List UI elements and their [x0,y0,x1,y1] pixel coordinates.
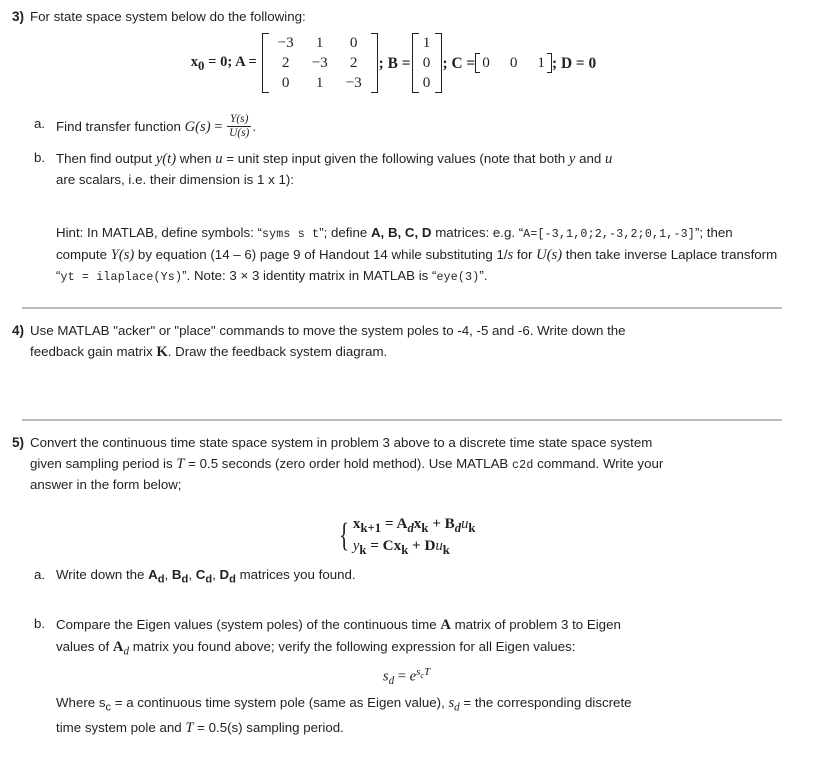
equations-stack [353,514,476,559]
u-symbol-2: u [604,150,613,167]
item-b-text-4: matrix you found above; verify the following expression for all Eigen values: [129,638,576,654]
separator-B: ; B = [378,54,411,72]
x-subscript: k+1 [360,520,382,535]
discrete-system-equations [30,514,781,559]
item-a-text: Find transfer function [56,119,185,135]
Cd-matrix: $C_d$ [195,567,213,586]
item-b-letter: b. [34,149,46,165]
brace-wrapper [336,514,476,559]
sd-symbol-2: s [448,695,455,712]
output-equation [352,536,450,557]
plus: + [408,536,425,554]
separator-C: ; C = [442,54,476,72]
Bd-symbol: B [444,514,455,532]
Dd-matrix: $D_d$ [219,567,236,586]
y-symbol: y [155,150,163,167]
item-b-text-5: Where [56,695,99,711]
T-symbol: T [185,719,194,736]
matrix-A [262,33,378,93]
state-space-equation [6,33,781,93]
matlab-code-c2d: c2d [512,459,534,473]
A-symbol: A [440,616,451,633]
matrix-A-cells: −3 1 0 2 −3 2 0 1 −3 [277,34,362,92]
hint-text-9: ”. [479,268,488,284]
problem-5-text-3: command. Write your [533,456,664,472]
problem-5 [0,433,825,739]
matlab-code-A-matrix: A=[-3,1,0;2,-3,2;0,1,-3] [523,228,695,242]
Ad-symbol: A [112,638,124,655]
C-symbol: C [382,536,394,554]
problem-5-number: 5) [12,435,25,451]
s-symbol: s [507,246,514,263]
top-spacer [0,0,825,7]
item-b-line-2 [56,636,781,660]
hint-text-2: ”; define [319,225,371,241]
problem-5-line-2 [30,453,781,475]
sd-subscript: d [388,675,395,688]
item-a-body: Write down the $A_d$, $B_d$, $C_d$, $D_d$ matrices you found. [56,567,356,586]
state-equation [352,514,476,535]
spacer [0,421,825,433]
fraction-numerator: Y(s) [230,113,249,126]
spacer [30,190,781,216]
item-a-letter: a. [34,116,46,132]
item-b-text-9: = 0.5(s) sampling period. [193,719,344,735]
problem-5-item-a [30,565,781,588]
G-symbol: G [184,119,196,136]
Ad-matrix: $A_d$ [148,567,165,586]
problem-4-line-1: Use MATLAB "acker" or "place" commands to move the system poles to -4, -5 and -6. Write down the [30,322,626,338]
matlab-code-ilaplace: yt = ilaplace(Ys) [60,271,183,285]
matlab-code-syms: syms s t [261,228,320,242]
sd-subscript-2: d [454,701,460,714]
Bd-matrix: $B_d$ [171,567,189,586]
eigenvalue-formula [32,664,781,690]
bracket-left [262,33,269,93]
Ad-symbol: A [396,514,408,532]
item-b-text-4: and [575,150,605,166]
Ad-subscript: d [407,520,414,535]
u-symbol: u [435,537,443,554]
bracket-right [371,33,378,93]
problem-5-body [30,433,825,739]
y-symbol: y [352,537,360,554]
item-b-text-1: Then find output [56,150,156,166]
problem-3 [0,7,825,287]
item-a-letter: a. [34,567,46,583]
matrix-C-cells: 0 0 1 [482,54,545,72]
hint-body [56,223,781,286]
spacer [30,589,781,607]
problem-3-prompt: For state space system below do the following: [30,9,306,24]
G-argument: (s) [195,119,211,136]
matrix-C [475,53,552,73]
equals: = [381,514,397,532]
item-b-text-6: = a continuous time system pole (same as Eigen value), [111,695,449,711]
equals-sign: = [210,119,227,136]
t-argument: (t) [162,150,177,167]
K-symbol: K [156,343,168,360]
problem-5-line-1: Convert the continuous time state space system in problem 3 above to a discrete time state space system [30,435,653,451]
spacer [0,287,825,307]
Bd-subscript: d [454,520,462,535]
problem-4-text-1: feedback gain matrix [30,343,157,359]
item-b-text-8: time system pole and [56,719,186,735]
problem-4 [0,321,825,363]
matrix-B-cells: 1 0 0 [422,34,431,92]
equals: = [366,536,383,554]
item-b-text-3: = unit step input given the following values (note that both [222,150,569,166]
problem-3-item-a [30,114,781,141]
item-b-text-1: Compare the Eigen values (system poles) of the continuous time [56,616,441,632]
problem-4-text-2: . Draw the feedback system diagram. [167,343,388,359]
x-symbol: x [393,536,402,554]
equals: = [394,668,410,685]
spacer [30,93,781,107]
hint-text-1: Hint: In MATLAB, define symbols: “ [56,225,262,241]
sd-symbol: s [382,668,389,685]
problem-5-text-2: = 0.5 seconds (zero order hold method). Use MATLAB [184,456,512,472]
item-b-letter: b. [34,615,46,631]
D-symbol: D [424,536,436,554]
item-b-line-3 [56,692,781,716]
plus: + [428,514,445,532]
separator-D: ; D = 0 [552,54,597,72]
e-symbol: e [409,668,417,685]
item-b-line-1 [56,614,781,636]
problem-4-line-2 [30,341,781,363]
hint-text-3: matrices: e.g. “ [431,225,524,241]
x0-label: $x_0 = 0$; A = [190,54,257,74]
y-subscript: k [359,542,367,557]
u-symbol: u [461,515,469,532]
Y-argument: (s) [118,246,135,263]
T-symbol: T [176,456,185,473]
item-b-text-3: values of [56,638,113,654]
problem-3-item-b [30,148,781,190]
transfer-function-fraction [227,113,251,140]
u-subscript: k [468,520,476,535]
item-b-line-2: are scalars, i.e. their dimension is 1 x 1): [56,172,294,188]
item-b-body [56,148,781,190]
spacer [30,496,781,512]
hint-text-5: by equation (14 – 6) page 9 of Handout 14 while substituting 1/ [134,246,508,262]
problem-5-text-1: given sampling period is [30,456,177,472]
hint-text-7: then take inverse Laplace transform “ [56,246,778,284]
item-a-text-2: matrices you found. [235,567,356,583]
u-symbol: u [215,150,223,167]
item-a-body [56,114,781,141]
matrix-B [412,33,442,93]
exponent: scT [416,666,431,681]
item-a-period: . [252,119,257,135]
problem-3-body [30,7,825,287]
bracket-right [435,33,442,93]
x-subscript-2: k [421,520,429,535]
problem-3-number: 3) [12,9,25,24]
spacer [0,309,825,321]
Ad-subscript: d [123,645,130,658]
item-b-body [56,614,781,739]
item-a-text-1: Write down the [56,567,149,583]
u-subscript: k [442,542,450,557]
hint-text-6: for [513,246,537,262]
problem-5-line-3: answer in the form below; [30,477,182,493]
x-symbol: x [352,514,361,532]
hint-text-4: ”; then compute [56,225,733,262]
x-subscript: k [401,542,409,557]
item-b-text-2: when [176,150,216,166]
Y-symbol: Y [110,246,119,263]
item-b-text-7: = the corresponding discrete [459,695,632,711]
matlab-code-eye: eye(3) [436,271,480,285]
fraction-denominator: U(s) [229,127,250,140]
left-brace: { [338,516,349,554]
problem-4-number: 4) [12,322,25,338]
problem-5-item-b [30,614,781,739]
y-symbol-2: y [568,150,576,167]
hint-text-8: ”. Note: 3 × 3 identity matrix in MATLAB is “ [182,268,437,284]
hint-matrices-abcd: A, B, C, D [370,225,432,241]
U-symbol: U [536,246,547,263]
item-b-text-2: matrix of problem 3 to Eigen [450,616,621,632]
item-b-line-4 [56,717,781,739]
U-argument: (s) [546,246,563,263]
bracket-left [412,33,419,93]
x-symbol-2: x [413,514,422,532]
sc-symbol: $s_c$ [98,695,112,714]
problem-4-body [30,321,825,363]
spacer [0,363,825,419]
problem-3-hint [30,223,781,286]
